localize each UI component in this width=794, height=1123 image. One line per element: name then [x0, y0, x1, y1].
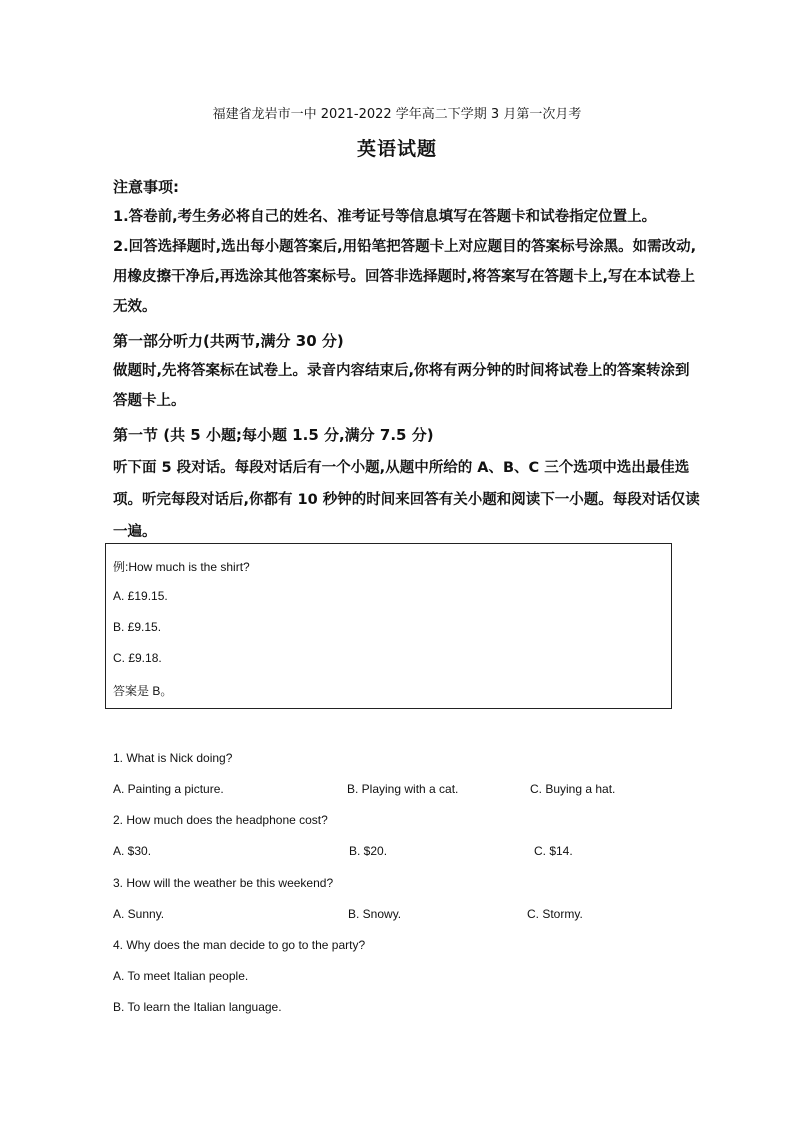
notes-heading: 注意事项: — [113, 178, 179, 196]
question-4-option-a: A. To meet Italian people. — [113, 969, 249, 983]
section1-heading: 第一节 (共 5 小题;每小题 1.5 分,满分 7.5 分) — [113, 426, 434, 444]
question-1-stem: 1. What is Nick doing? — [113, 751, 233, 765]
example-option-c: C. £9.18. — [113, 651, 162, 665]
example-answer: 答案是 B。 — [113, 684, 173, 698]
notes-item-1: 1.答卷前,考生务必将自己的姓名、准考证号等信息填写在答题卡和试卷指定位置上。 — [113, 209, 657, 225]
question-3-option-c: C. Stormy. — [527, 907, 583, 921]
example-option-b: B. £9.15. — [113, 620, 162, 634]
question-2-option-c: C. $14. — [534, 844, 573, 858]
question-3-option-a: A. Sunny. — [113, 907, 165, 921]
question-1-option-a: A. Painting a picture. — [113, 782, 224, 796]
question-4-stem: 4. Why does the man decide to go to the party? — [113, 938, 366, 952]
question-3-stem: 3. How will the weather be this weekend? — [113, 876, 334, 890]
section1-instruction: 听下面 5 段对话。每段对话后有一个小题,从题中所给的 A、B、C 三个选项中选出最佳选项。听完每段对话后,你都有 10 秒钟的时间来回答有关小题和阅读下一小题。每段对话仅读一遍。 — [113, 460, 700, 540]
question-2-option-b: B. $20. — [349, 844, 388, 858]
question-2-option-a: A. $30. — [113, 844, 152, 858]
notes-item-2: 2.回答选择题时,选出每小题答案后,用铅笔把答题卡上对应题目的答案标号涂黑。如需改动,用橡皮擦干净后,再选涂其他答案标号。回答非选择题时,将答案写在答题卡上,写在本试卷上无效。 — [113, 239, 697, 315]
example-option-a: A. £19.15. — [113, 589, 168, 603]
question-1-option-c: C. Buying a hat. — [530, 782, 616, 796]
exam-title: 英语试题 — [356, 138, 437, 160]
question-1-option-b: B. Playing with a cat. — [347, 782, 459, 796]
question-2-stem: 2. How much does the headphone cost? — [113, 813, 328, 827]
exam-subtitle: 福建省龙岩市一中 2021-2022 学年高二下学期 3 月第一次月考 — [212, 107, 582, 122]
part1-heading: 第一部分听力(共两节,满分 30 分) — [113, 332, 344, 350]
example-question: 例:How much is the shirt? — [113, 560, 250, 574]
question-3-option-b: B. Snowy. — [348, 907, 402, 921]
question-4-option-b: B. To learn the Italian language. — [113, 1000, 282, 1014]
part1-instruction: 做题时,先将答案标在试卷上。录音内容结束后,你将有两分钟的时间将试卷上的答案转涂到答题卡上。 — [113, 363, 690, 409]
